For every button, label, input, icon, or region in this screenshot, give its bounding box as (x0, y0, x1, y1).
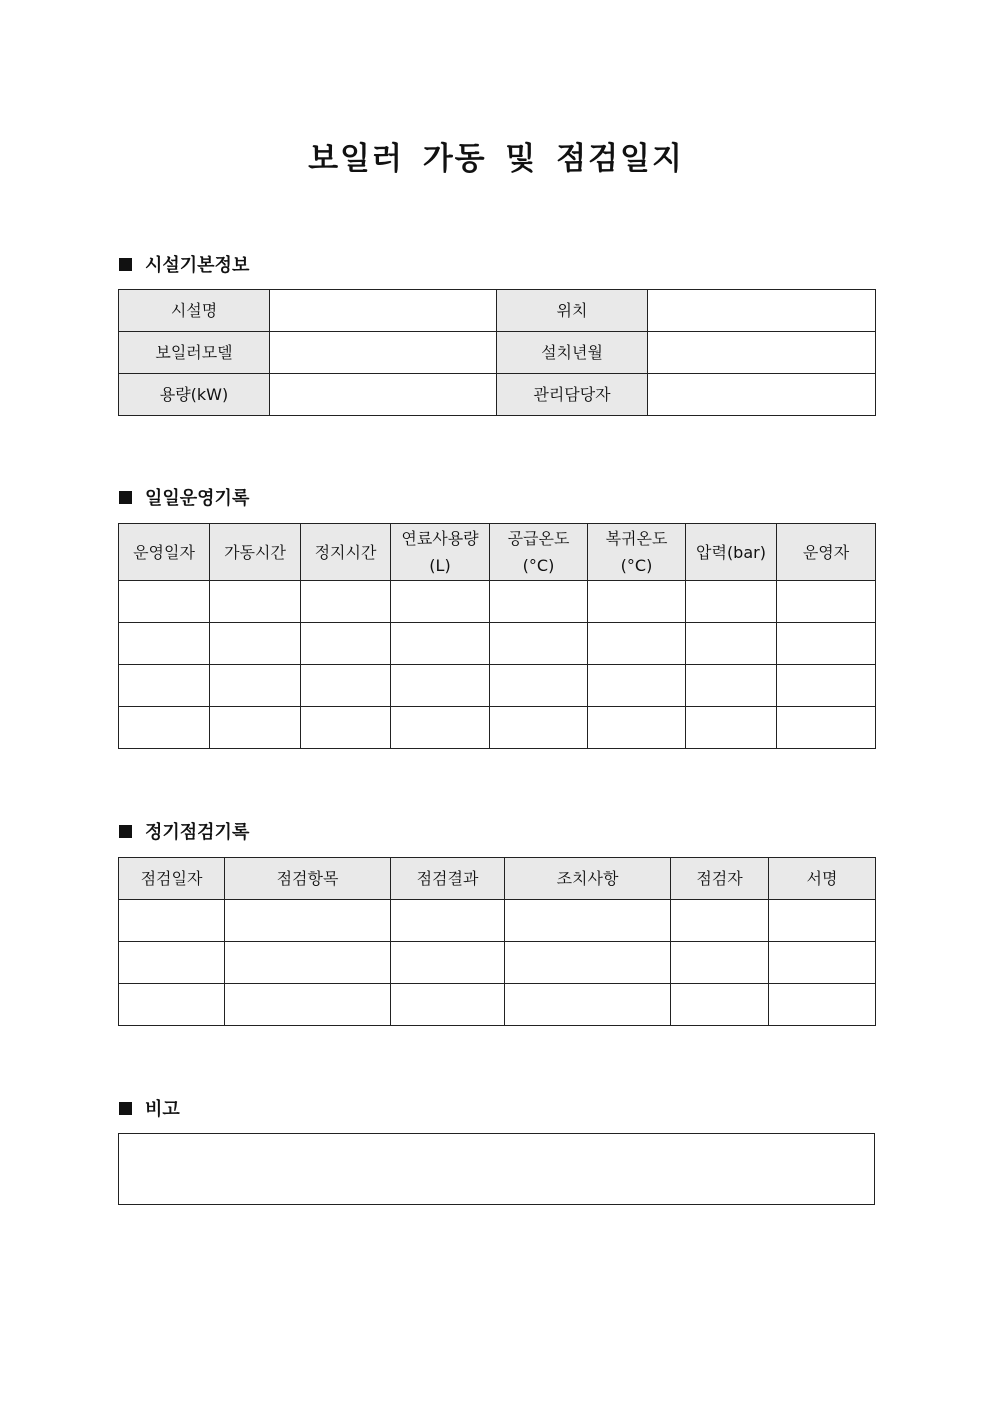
header-action-taken: 조치사항 (505, 858, 671, 900)
table-cell[interactable] (391, 581, 490, 623)
table-cell[interactable] (505, 984, 671, 1026)
table-cell[interactable] (225, 900, 391, 942)
header-stop-time: 정지시간 (301, 524, 391, 581)
section-heading-facility (119, 251, 249, 277)
header-inspector: 점검자 (671, 858, 769, 900)
table-cell[interactable] (391, 623, 490, 665)
square-bullet-icon (119, 825, 132, 838)
table-cell[interactable] (119, 984, 225, 1026)
field-boiler-model[interactable] (270, 332, 497, 374)
table-cell[interactable] (210, 581, 301, 623)
table-cell[interactable] (119, 942, 225, 984)
header-inspection-result: 점검결과 (391, 858, 505, 900)
header-run-time: 가동시간 (210, 524, 301, 581)
table-cell[interactable] (769, 942, 876, 984)
table-cell[interactable] (777, 581, 876, 623)
table-cell[interactable] (671, 942, 769, 984)
table-cell[interactable] (301, 707, 391, 749)
section-title: 일일운영기록 (145, 488, 250, 509)
table-cell[interactable] (210, 665, 301, 707)
section-title: 시설기본정보 (145, 255, 250, 276)
label-boiler-model: 보일러모델 (119, 332, 270, 374)
table-row (119, 942, 876, 984)
table-cell[interactable] (588, 623, 686, 665)
table-row (119, 707, 876, 749)
header-operator: 운영자 (777, 524, 876, 581)
facility-info-table (118, 289, 876, 416)
table-row (119, 900, 876, 942)
label-facility-name: 시설명 (119, 290, 270, 332)
table-cell[interactable] (686, 623, 777, 665)
table-cell[interactable] (777, 623, 876, 665)
table-cell[interactable] (210, 623, 301, 665)
table-cell[interactable] (686, 665, 777, 707)
table-cell[interactable] (391, 942, 505, 984)
section-heading-inspection (119, 818, 249, 844)
field-location[interactable] (648, 290, 876, 332)
header-pressure: 압력(bar) (686, 524, 777, 581)
table-cell[interactable] (588, 707, 686, 749)
section-heading-remarks (119, 1095, 180, 1121)
label-capacity: 용량(kW) (119, 374, 270, 416)
table-cell[interactable] (769, 984, 876, 1026)
header-inspection-date: 점검일자 (119, 858, 225, 900)
table-cell[interactable] (490, 707, 588, 749)
section-title: 비고 (145, 1099, 180, 1120)
table-cell[interactable] (119, 581, 210, 623)
table-cell[interactable] (119, 665, 210, 707)
table-cell[interactable] (119, 707, 210, 749)
table-cell[interactable] (119, 623, 210, 665)
table-cell[interactable] (671, 900, 769, 942)
table-cell[interactable] (777, 665, 876, 707)
label-manager: 관리담당자 (497, 374, 648, 416)
table-row (119, 623, 876, 665)
table-cell[interactable] (490, 581, 588, 623)
table-cell[interactable] (490, 623, 588, 665)
table-cell[interactable] (588, 665, 686, 707)
table-cell[interactable] (119, 900, 225, 942)
header-operation-date: 운영일자 (119, 524, 210, 581)
section-title: 정기점검기록 (145, 822, 250, 843)
field-facility-name[interactable] (270, 290, 497, 332)
table-cell[interactable] (225, 984, 391, 1026)
table-cell[interactable] (301, 665, 391, 707)
section-heading-daily (119, 484, 249, 510)
header-return-temp: 복귀온도(°C) (588, 524, 686, 581)
table-cell[interactable] (210, 707, 301, 749)
inspection-table (118, 857, 876, 1026)
table-row (119, 581, 876, 623)
table-cell[interactable] (769, 900, 876, 942)
table-cell[interactable] (225, 942, 391, 984)
table-cell[interactable] (301, 623, 391, 665)
square-bullet-icon (119, 491, 132, 504)
table-cell[interactable] (490, 665, 588, 707)
table-cell[interactable] (686, 707, 777, 749)
square-bullet-icon (119, 258, 132, 271)
field-install-date[interactable] (648, 332, 876, 374)
daily-operation-table (118, 523, 876, 749)
label-location: 위치 (497, 290, 648, 332)
table-row (119, 665, 876, 707)
square-bullet-icon (119, 1102, 132, 1115)
table-cell[interactable] (588, 581, 686, 623)
table-cell[interactable] (777, 707, 876, 749)
table-cell[interactable] (505, 942, 671, 984)
remarks-box[interactable] (118, 1133, 875, 1205)
table-cell[interactable] (505, 900, 671, 942)
table-row (119, 984, 876, 1026)
header-supply-temp: 공급온도(°C) (490, 524, 588, 581)
table-cell[interactable] (391, 900, 505, 942)
field-capacity[interactable] (270, 374, 497, 416)
header-fuel-usage: 연료사용량(L) (391, 524, 490, 581)
label-install-date: 설치년월 (497, 332, 648, 374)
header-inspection-item: 점검항목 (225, 858, 391, 900)
header-signature: 서명 (769, 858, 876, 900)
table-cell[interactable] (301, 581, 391, 623)
page-title: 보일러 가동 및 점검일지 (308, 141, 684, 177)
table-cell[interactable] (686, 581, 777, 623)
table-cell[interactable] (391, 665, 490, 707)
table-cell[interactable] (671, 984, 769, 1026)
table-cell[interactable] (391, 984, 505, 1026)
field-manager[interactable] (648, 374, 876, 416)
table-cell[interactable] (391, 707, 490, 749)
